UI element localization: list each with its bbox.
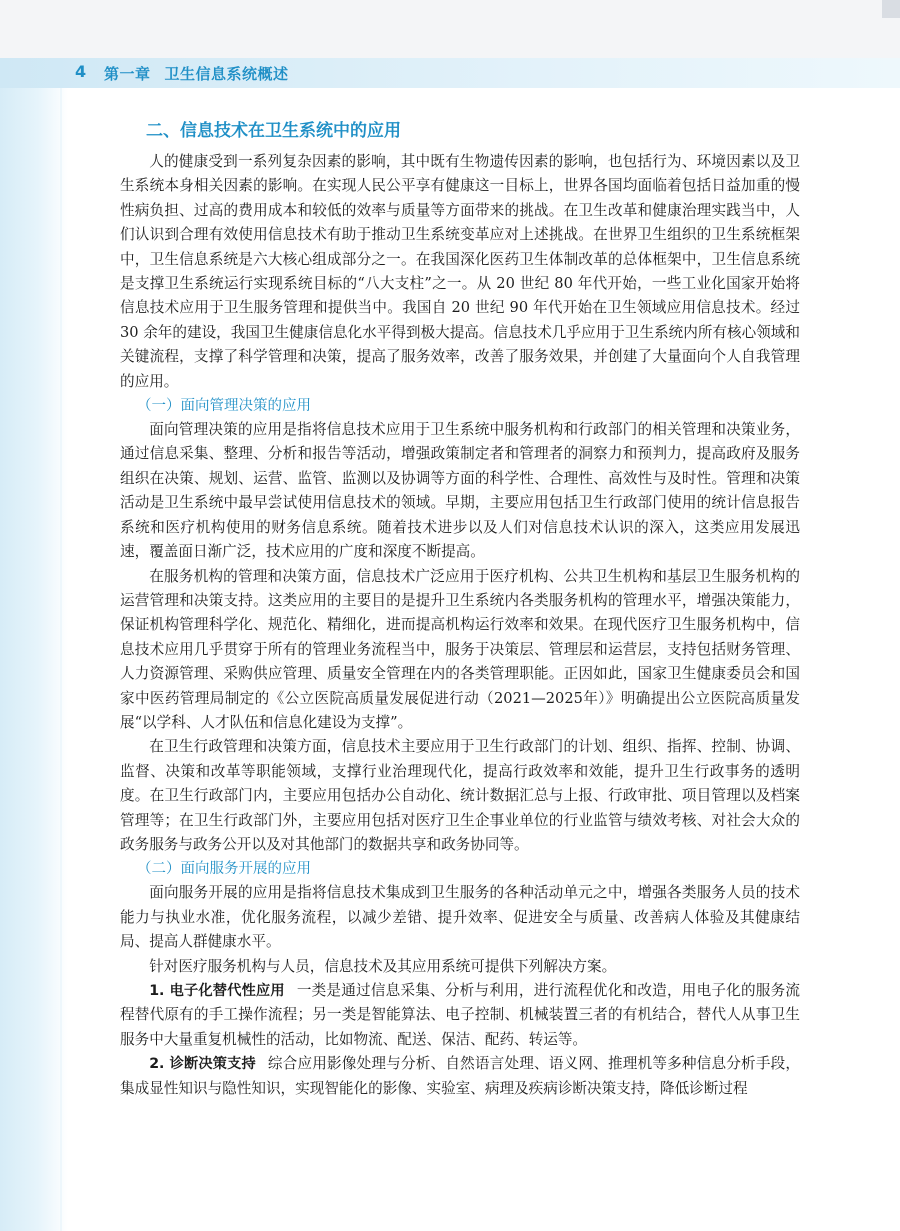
top-margin bbox=[0, 0, 900, 58]
list-item-heading: 2. 诊断决策支持 bbox=[149, 1056, 256, 1073]
corner-mark bbox=[882, 0, 900, 18]
list-item-text: 综合应用影像处理与分析、自然语言处理、语义网、推理机等多种信息分析手段，集成显性知识与隐性知识，实现智能化的影像、实验室、病理及疾病诊断决策支持，降低诊断过程 bbox=[120, 1055, 800, 1097]
subsection-title-services: （二）面向服务开展的应用 bbox=[137, 861, 311, 878]
section-title: 二、信息技术在卫生系统中的应用 bbox=[146, 121, 401, 141]
list-item-text: 一类是通过信息采集、分析与利用，进行流程优化和改造，用电子化的服务流程替代原有的手工操作流程；另一类是智能算法、电子控制、机械装置三者的有机结合，替代人从事卫生服务中大量重复机械性的活动，比如物流、配送、保洁、配药、转运等。 bbox=[120, 982, 801, 1048]
paragraph: 面向服务开展的应用是指将信息技术集成到卫生服务的各种活动单元之中，增强各类服务人员的技术能力与执业水准，优化服务流程，以减少差错、提升效率、促进安全与质量、改善病人体验及其健康结局、提高人群健康水平。 bbox=[120, 884, 800, 951]
chapter-heading bbox=[104, 63, 303, 84]
section-intro-paragraph: 人的健康受到一系列复杂因素的影响，其中既有生物遗传因素的影响，也包括行为、环境因素以及卫生系统本身相关因素的影响。在实现人民公平享有健康这一目标上，世界各国均面临着包括日益加重的慢性病负担、过高的费用成本和较低的效率与质量等方面带来的挑战。在卫生改革和健康治理实践当中，人们认识到合理有效使用信息技术有助于推动卫生系统变革应对上述挑战。在世界卫生组织的卫生系统框架中，卫生信息系统是六大核心组成部分之一。在我国深化医药卫生体制改革的总体框架中，卫生信息系统是支撑卫生系统运行实现系统目标的“八大支柱”之一。从 20 世纪 80 年代开始，一些工业化国家开始将信息技术应用于卫生服务管理和提供当中。我国自 20 世纪 90 年代开始在卫生领域应用信息技术。经过 30 余年的建设，我国卫生健康信息化水平得到极大提高。信息技术几乎应用于卫生系统内所有核心领域和关键流程，支撑了科学管理和决策，提高了服务效率，改善了服务效果，并创建了大量面向个人自我管理的应用。 bbox=[120, 153, 800, 390]
subsection-title-management: （一）面向管理决策的应用 bbox=[137, 398, 311, 415]
chapter-title: 卫生信息系统概述 bbox=[164, 65, 289, 83]
page-number: 4 bbox=[75, 62, 87, 81]
side-line bbox=[60, 88, 62, 1231]
list-item-heading: 1. 电子化替代性应用 bbox=[149, 983, 285, 999]
side-decoration bbox=[0, 88, 68, 1231]
list-item bbox=[120, 979, 800, 1052]
running-header bbox=[0, 58, 900, 88]
page-body bbox=[120, 112, 800, 1101]
paragraph: 针对医疗服务机构与人员，信息技术及其应用系统可提供下列解决方案。 bbox=[149, 957, 617, 975]
chapter-label: 第一章 bbox=[104, 65, 151, 83]
paragraph: 在卫生行政管理和决策方面，信息技术主要应用于卫生行政部门的计划、组织、指挥、控制、协调、监督、决策和改革等职能领域，支撑行业治理现代化，提高行政效率和效能，提升卫生行政事务的透明度。在卫生行政部门内，主要应用包括办公自动化、统计数据汇总与上报、行政审批、项目管理以及档案管理等；在卫生行政部门外，主要应用包括对医疗卫生企事业单位的行业监管与绩效考核、对社会大众的政务服务与政务公开以及对其他部门的数据共享和政务协同等。 bbox=[120, 738, 800, 853]
paragraph: 面向管理决策的应用是指将信息技术应用于卫生系统中服务机构和行政部门的相关管理和决策业务，通过信息采集、整理、分析和报告等活动，增强政策制定者和管理者的洞察力和预判力，提高政府及服务组织在决策、规划、运营、监管、监测以及协调等方面的科学性、合理性、高效性与及时性。管理和决策活动是卫生系统中最早尝试使用信息技术的领域。早期，主要应用包括卫生行政部门使用的统计信息报告系统和医疗机构使用的财务信息系统。随着技术进步以及人们对信息技术认识的深入，这类应用发展迅速，覆盖面日渐广泛，技术应用的广度和深度不断提高。 bbox=[120, 421, 800, 561]
paragraph: 在服务机构的管理和决策方面，信息技术广泛应用于医疗机构、公共卫生机构和基层卫生服务机构的运营管理和决策支持。这类应用的主要目的是提升卫生系统内各类服务机构的管理水平，增强决策能力，保证机构管理科学化、规范化、精细化，进而提高机构运行效率和效果。在现代医疗卫生服务机构中，信息技术应用几乎贯穿于所有的管理业务流程当中，服务于决策层、管理层和运营层，支持包括财务管理、人力资源管理、采购供应管理、质量安全管理在内的各类管理职能。正因如此，国家卫生健康委员会和国家中医药管理局制定的《公立医院高质量发展促进行动（2021—2025年）》明确提出公立医院高质量发展“以学科、人才队伍和信息化建设为支撑”。 bbox=[120, 567, 800, 731]
list-item bbox=[120, 1052, 800, 1101]
